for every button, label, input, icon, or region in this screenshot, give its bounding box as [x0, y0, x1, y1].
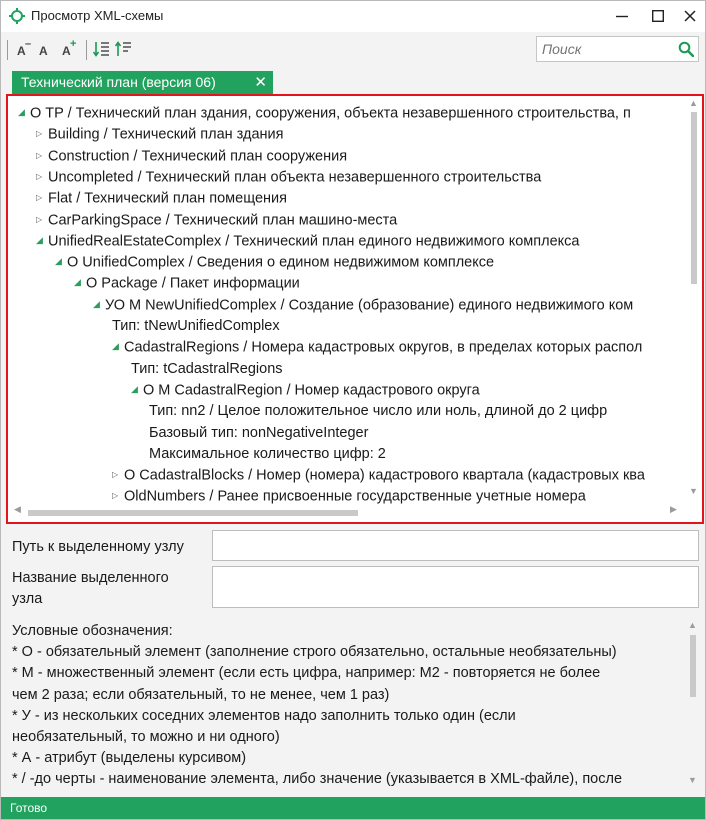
schema-tree-panel — [6, 94, 704, 524]
tree-node-label: Flat / Технический план помещения — [48, 190, 287, 207]
font-decrease-icon: A — [17, 44, 26, 58]
legend-line: необязательный, то можно и ни одного) — [12, 729, 280, 745]
scroll-up-icon[interactable]: ▲ — [689, 98, 698, 108]
tree-node[interactable] — [36, 231, 579, 252]
tree-node-label: Тип: nn2 / Целое положительное число или ноль, длиной до 2 цифр — [149, 403, 608, 420]
close-window-button[interactable] — [673, 1, 706, 32]
tree-node-label: О TP / Технический план здания, сооружения, объекта незавершенного строительства, п — [30, 105, 631, 122]
tree-vertical-scrollbar[interactable] — [688, 98, 700, 502]
tree-node-label: Базовый тип: nonNegativeInteger — [149, 424, 369, 441]
toolbar-separator — [86, 40, 87, 60]
tree-node-label: О UnifiedComplex / Сведения о едином недвижимом комплексе — [67, 254, 495, 271]
tab-technical-plan[interactable] — [12, 71, 273, 94]
maximize-icon — [652, 10, 664, 22]
expanded-triangle-icon[interactable]: ◢ — [112, 341, 119, 352]
collapse-all-button[interactable] — [113, 37, 135, 61]
xml-schema-icon — [9, 8, 25, 24]
status-text: Готово — [10, 801, 48, 815]
tree-node[interactable] — [149, 423, 368, 444]
tab-label: Технический план (версия 06) — [21, 74, 216, 90]
font-reset-icon: A — [39, 44, 48, 58]
tree-node[interactable] — [131, 359, 283, 380]
collapsed-triangle-icon[interactable]: ▷ — [36, 129, 43, 139]
node-name-field[interactable] — [212, 566, 699, 608]
font-reset-button[interactable] — [34, 37, 56, 61]
scrollbar-thumb[interactable] — [28, 510, 358, 516]
tree-node-label: Construction / Технический план сооружения — [48, 147, 348, 164]
expanded-triangle-icon[interactable]: ◢ — [18, 107, 25, 117]
node-name-label: Название выделенного — [12, 570, 169, 586]
tree-horizontal-scrollbar[interactable] — [8, 506, 688, 520]
search-input[interactable] — [537, 37, 673, 61]
tree-node[interactable] — [36, 146, 347, 167]
scroll-left-icon[interactable]: ◀ — [14, 504, 21, 514]
tree-node[interactable] — [74, 273, 300, 294]
scrollbar-thumb[interactable] — [691, 112, 697, 284]
tree-node-label: Building / Технический план здания — [48, 126, 284, 143]
font-decrease-button[interactable]: A – — [17, 38, 32, 58]
expanded-triangle-icon[interactable]: ◢ — [131, 383, 138, 394]
tree-node[interactable] — [112, 465, 645, 486]
tree-node-label: О М CadastralRegion / Номер кадастрового округа — [143, 382, 480, 399]
tree-node-label: UnifiedRealEstateComplex / Технический план единого недвижимого комплекса — [48, 233, 580, 250]
tree-node-label: О CadastralBlocks / Номер (номера) кадастрового квартала (кадастровых ква — [124, 467, 645, 484]
tree-node[interactable] — [112, 337, 642, 358]
scroll-up-icon[interactable]: ▲ — [688, 620, 697, 630]
search-icon[interactable] — [678, 41, 694, 62]
tree-node[interactable] — [149, 401, 607, 422]
window-title: Просмотр XML-схемы — [31, 8, 164, 23]
collapsed-triangle-icon[interactable]: ▷ — [36, 193, 43, 203]
path-label: Путь к выделенному узлу — [12, 539, 184, 555]
collapsed-triangle-icon[interactable]: ▷ — [36, 150, 43, 160]
path-field[interactable] — [212, 530, 699, 561]
legend-line: * А - атрибут (выделены курсивом) — [12, 750, 247, 767]
status-bar — [1, 797, 705, 819]
collapse-all-icon — [115, 40, 133, 58]
tree-node[interactable] — [36, 188, 287, 209]
tree-node-label: CadastralRegions / Номера кадастровых округов, в пределах которых распол — [124, 339, 643, 356]
tree-node-label: Тип: tNewUnifiedComplex — [112, 318, 280, 334]
tree-node[interactable] — [131, 380, 480, 401]
expanded-triangle-icon[interactable]: ◢ — [55, 256, 62, 267]
tree-node[interactable] — [55, 252, 494, 273]
maximize-button[interactable] — [641, 1, 675, 32]
legend-text — [12, 621, 688, 791]
tree-node[interactable] — [93, 295, 633, 316]
tree-node[interactable] — [36, 167, 541, 188]
collapsed-triangle-icon[interactable]: ▷ — [112, 470, 119, 480]
toolbar-separator — [7, 40, 8, 60]
node-name-label-line2: узла — [12, 591, 43, 607]
scrollbar-thumb[interactable] — [690, 635, 696, 697]
expand-all-button[interactable] — [91, 37, 113, 61]
collapsed-triangle-icon[interactable]: ▷ — [112, 491, 119, 501]
title-bar — [1, 1, 705, 32]
tree-node-label: CarParkingSpace / Технический план машино-места — [48, 211, 398, 228]
tree-node[interactable] — [149, 444, 386, 465]
legend-line: * О - обязательный элемент (заполнение строго обязательно, остальные необязательны) — [12, 644, 617, 661]
legend-line: Условные обозначения: — [12, 623, 173, 639]
tree-node[interactable] — [18, 103, 631, 124]
tab-close-icon[interactable]: ✕ — [254, 74, 267, 91]
tree-node-label: Тип: tCadastralRegions — [131, 360, 283, 377]
expand-all-icon — [93, 40, 111, 58]
legend-line: * М - множественный элемент (если есть цифра, например: М2 - повторяется не более — [12, 665, 601, 682]
close-icon — [684, 10, 696, 22]
collapsed-triangle-icon[interactable]: ▷ — [36, 214, 43, 224]
font-increase-button[interactable]: A + — [62, 38, 77, 58]
minimize-button[interactable] — [605, 1, 639, 32]
search-box — [536, 36, 699, 62]
legend-line: чем 2 раза; если обязательный, то не менее, чем 1 раз) — [12, 686, 390, 703]
tree-node-label: УО М NewUnifiedComplex / Создание (образование) единого недвижимого ком — [105, 297, 634, 314]
expanded-triangle-icon[interactable]: ◢ — [36, 234, 43, 245]
legend-line: * У - из нескольких соседних элементов надо заполнить только один (если — [12, 707, 516, 724]
collapsed-triangle-icon[interactable]: ▷ — [36, 171, 43, 181]
scroll-down-icon[interactable]: ▼ — [689, 486, 698, 496]
scroll-right-icon[interactable]: ▶ — [670, 504, 677, 514]
legend-scrollbar[interactable] — [687, 620, 699, 791]
tree-node[interactable] — [112, 486, 586, 506]
font-increase-icon: A — [62, 44, 71, 58]
tree-node[interactable] — [36, 210, 397, 231]
tree-node-label: Максимальное количество цифр: 2 — [149, 445, 386, 462]
expanded-triangle-icon[interactable]: ◢ — [93, 298, 100, 309]
legend-line: * / -до черты - наименование элемента, либо значение (указывается в XML-файле), после — [12, 771, 623, 788]
minimize-icon — [616, 10, 628, 22]
tree-node-label: OldNumbers / Ранее присвоенные государственные учетные номера — [124, 488, 586, 505]
tree-node[interactable] — [112, 316, 280, 337]
expanded-triangle-icon[interactable]: ◢ — [74, 277, 81, 288]
schema-tree — [8, 96, 686, 506]
tree-node-label: О Package / Пакет информации — [86, 275, 300, 292]
tree-node-label: Uncompleted / Технический план объекта незавершенного строительства — [48, 169, 542, 186]
tree-node[interactable] — [36, 124, 284, 145]
scroll-down-icon[interactable]: ▼ — [688, 775, 697, 785]
